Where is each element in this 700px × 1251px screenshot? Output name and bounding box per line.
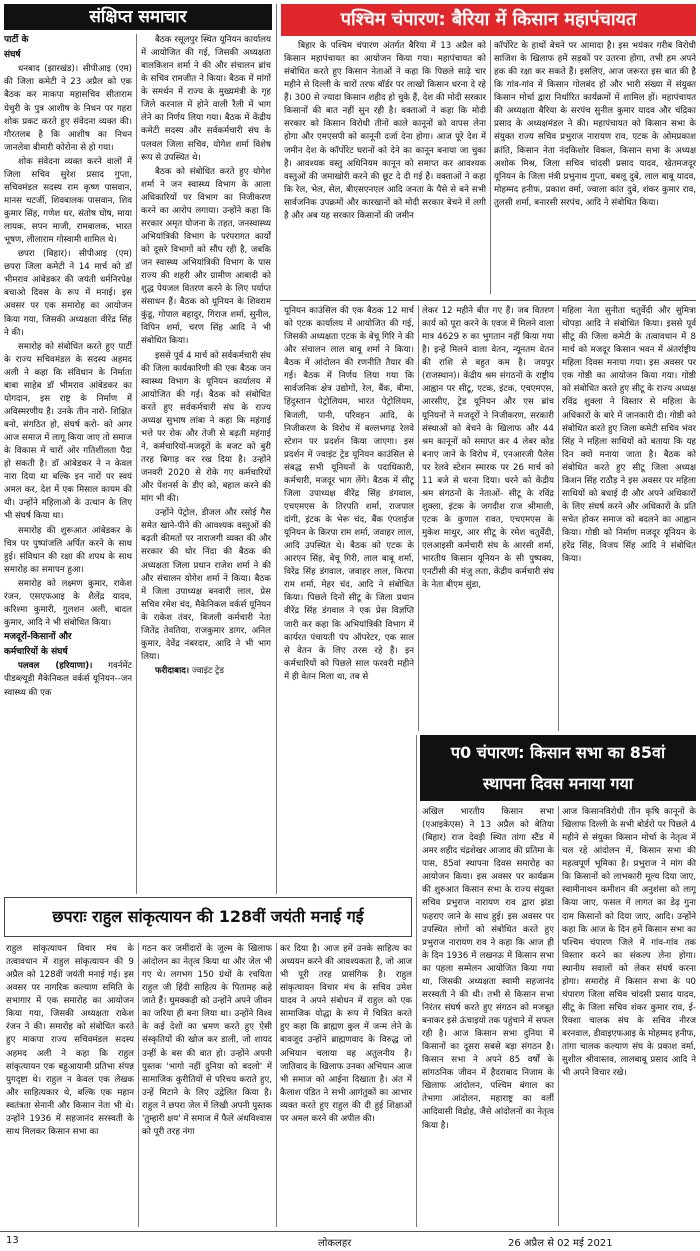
news-paragraph: इससे पूर्व 4 मार्च को सर्वकर्मचारी संघ की जिला कार्यकारिणी की एक बैठक जन स्वास्थ्य विभाग के यूनियन कार्यालय में आयोजित की गई। बैठक को संबोधित करते हुए सर्वकर्मचारी संघ के राज्य अध्यक्ष सुभाष लांबा ने कहा कि महंगाई भत्ते पर रोक और तेजी से बढ़ती महंगाई ने, कर्मचारियों-मजदूरों के बजट को बुरी तरह बिगाड़ कर रख दिया है। उन्होंने जनवरी 2020 से रोके गए कर्मचारियों और पेंशनर्स के डीए को, बहाल करने की मांग भी की। <box>141 350 271 505</box>
left-column-title: संक्षिप्त समाचार <box>4 4 272 30</box>
section-divider <box>280 300 696 301</box>
publication-name: लोकलहर <box>318 1238 352 1249</box>
news-paragraph: आज किसानविरोधी तीन कृषि कानूनों के खिलाफ दिल्ली के सभी बोर्डरों पर पिछले 4 महीने से संयुक्त किसान मोर्चा के नेतृत्व में चल रहे आंदोलन में, किसान सभा की महत्वपूर्ण भूमिका है। प्रभुराज ने मांग की कि किसानों को लाभकारी मूल्य दिया जाए, स्वामीनाथन कमीशन की अनुशंसा को लागू किया जाए, फसल में लागत का डेढ़ गुना दाम किसानों को दिया जाए, आदि। उन्होंने कहा कि आज के दिन हमें किसान सभा का पश्चिम चंपारण जिले में गांव-गांव तक विस्तार करने का संकल्प लेना होगा। स्थानीय सवालों को लेकर संघर्ष करना होगा। समारोह में किसान सभा के प0 चंपारण जिला सचिव चांदसी प्रसाद यादव, सीटू के जिला सचिव शंकर कुमार राव, ई-रिक्शा चालक संघ के सचिव नीरज बरनवाल, डीवाइएफआइ के मोहम्मद हनीफ, तांगा चालक कल्याण संघ के प्रकाश वर्मा, सुशील श्रीवास्तव, लालबाबू प्रसाद आदि ने भी अपने विचार रखे। <box>562 807 696 1079</box>
middle-col-1 <box>284 305 414 731</box>
news-paragraph: बैठक को संबोधित करते हुए योगेश शर्मा ने जन स्वास्थ्य विभाग के आला अधिकारियों पर विभाग का निजीकरण करने का आरोप लगाया। उन्होंने कहा कि सरकार अमृत योजना के तहत, जनस्वास्थ्य अभियांत्रिकी विभाग के परंपरागत कार्यों को दूसरे विभागों को सौंप रही है, जबकि जन स्वास्थ्य अभियांत्रिकी विभाग के पास राज्य की शहरी और ग्रामीण आबादी को शुद्ध पेयजल वितरण करने के लिए पर्याप्त संसाधन हैं। बैठक को यूनियन के शिवराम कुंडू, गोपाल बहादुर, गिराज शर्मा, सुनील, विपिन शर्मा, चरण सिंह आदि ने भी संबोधित किया। <box>141 166 271 347</box>
news-paragraph: राहुल सांकृत्यायन विचार मंच के तत्वावधान में राहुल सांकृत्यायन की 9 अप्रैल को 128वीं जयंती मनाई गई। इस अवसर पर नागरिक कल्याण समिति के सभागार में एक समारोह का आयोजन किया गया, जिसकी अध्यक्षता राकेश रंजन ने की। समारोह को संबोधित करते हुए माकपा राज्य सचिवमंडल सदस्य अहमद अली ने कहा कि राहुल सांकृत्यायन एक बहुआयामी प्रतिभा संपन्न युगदृष्टा थे। राहुल न केवल एक लेखक और साहित्यकार थे, बल्कि एक महान स्वतंत्रता सेनानी और किसान नेता भी थे। उन्होंने 1936 में सहजानंद सरस्वती के साथ मिलकर किसान सभा का <box>6 944 134 1137</box>
middle-col-3 <box>562 305 696 731</box>
column-divider <box>138 943 139 1227</box>
column-divider <box>276 4 277 894</box>
news-paragraph: बैठक रसूलपुर स्थित यूनियन कार्यालय में आयोजित की गई, जिसकी अध्यक्षता बालकिशन शर्मा ने की और संचालन ब्रांच के सचिव रामजीत ने किया। बैठक में मांगों के समर्थन में राज्य के मुख्यमंत्री के गृह जिले करनाल में होने वाली रैली में भाग लेने का निर्णय लिया गया। बैठक में केंद्रीय कमेटी सदस्य और सर्वकर्मचारी संघ के पलवल जिला सचिव, योगेश शर्मा विशेष रूप से उपस्थित थे। <box>141 35 271 163</box>
page-number: 13 <box>6 1235 19 1246</box>
bottom-story-headline: छपराः राहुल सांकृत्यायन की 128वीं जयंती मनाई गई <box>4 897 412 937</box>
column-divider <box>416 735 417 1227</box>
second-news-column <box>141 34 271 892</box>
column-divider <box>558 305 559 731</box>
news-paragraph: महिला नेता सुनीता चतुर्वेदी और सुमित्रा चोपड़ा आदि ने संबोधित किया। इससे पूर्व सीटू की जिला कमेटी के तत्वावधान में 8 मार्च को मजदूर किसान भवन में अंतर्राष्ट्रीय महिला दिवस मनाया गया। इस अवसर पर एक गोष्ठी का आयोजन किया गया। गोष्ठी को संबोधित करते हुए सीटू के राज्य अध्यक्ष रविंद्र शुक्ला ने विस्तार से महिला के अधिकारों के बारे में जानकारी दी। गोष्ठी को संबोधित करते हुए जिला कमेटी सचिव भंवर सिंह ने महिला साथियों को बताया कि यह दिन क्यों मनाया जाता है। बैठक को संबोधित करते हुए सीटू जिला अध्यक्ष किशन सिंह राठौड़ ने इस अवसर पर महिला साथियों को बधाई दी और अपने अधिकारों के लिए संघर्ष करने और अधिकारों के प्रति सचेत होकर समाज को बदलने का आह्वान किया। गोष्ठी को निर्माण मजदूर यूनियन के हरेंद्र सिंह, विजय सिंह आदि ने संबोधित किया। <box>562 306 696 565</box>
bottom-story-col-2 <box>142 943 272 1227</box>
page-footer <box>0 1233 700 1251</box>
news-paragraph: समारोह की शुरूआत आंबेडकर के चित्र पर पुष्पांजलि अर्पित करने के साथ हुई। संविधान की रक्षा की शपथ के साथ समारोह का समापन हुआ। <box>4 525 132 575</box>
headline-line: स्थापना दिवस मनाया गया <box>483 774 633 793</box>
kisan-story-col-1 <box>422 806 554 1226</box>
news-paragraph: उन्होंने पेट्रोल, डीजल और रसोई गैस समेत खाने-पीने की आवश्यक वस्तुओं की बढ़ती कीमतों पर नाराजगी व्यक्त की और सरकार की घोर निंदा की बैठक की अध्यक्षता जिला प्रधान राजेश शर्मा ने की और संचालन योगेश शर्मा ने किया। बैठक में जिला उपाध्यक्ष बनवारी लाल, प्रेस सचिव रमेश चंद, मैकेनिकल वर्कर्स यूनियन के राकेश तंवर, बिजली कर्मचारी नेता जितेंद्र तेवतिया, राजकुमार डागर, अनिल कुमार, देवेंद्र नंबरदार, आदि ने भी भाग लिया। <box>141 508 271 662</box>
middle-col-2 <box>422 305 554 731</box>
section-heading: संघर्ष <box>4 49 21 60</box>
news-paragraph: बिहार के पश्चिम चंपारण अंतर्गत बैरिया में 13 अप्रैल को किसान महापंचायत का आयोजन किया गया। महापंचायत को संबोधित करते हुए किसान नेताओं ने कहा कि पिछले साढ़े चार महीने से दिल्ली के चारों तरफ बॉर्डर पर लाखों किसान धरना दे रहे हैं। 300 से ज्यादा किसान शहीद हो चुके हैं, देश की मोदी सरकार किसानों की बात नहीं सुन रही है। वक्ताओं ने कहा कि मोदी सरकार को किसान विरोधी तीनों काले कानूनों को वापस लेना होगा और एमएसपी को कानूनी दर्जा देना होगा। आज पूरे देश में जमीन देश के कॉर्पोरेट घरानों को देने का कानून बनाया जा चुका है। आवश्यक वस्तु अधिनियम कानून को समाप्त कर आवश्यक वस्तुओं की जमाखोरी करने की छूट दे दी गई है। वक्ताओं ने कहा कि रेल, भेल, सेल, बीएसएनएल आदि जनता के पैसे से बने सभी सार्वजनिक उपक्रमों और कारखानों को मोदी सरकार बेचने में लगी है और अब यह सरकार किसानों की जमीन <box>284 41 486 221</box>
news-paragraph: शोक संवेदना व्यक्त करने वालों में जिला सचिव सुरेश प्रसाद गुप्ता, सचिवमंडल सदस्य राम कृष्ण पासवान, मानस चटर्जी, शिवबालक पासवान, शिव कुमार सिंह, गणेश धर, संतोष घोष, माया लायक, सपन माजी, रामबालक, भारत भूषण, लीलाराम गोस्वामी शामिल थे। <box>4 156 132 246</box>
issue-date: 26 अप्रैल से 02 मई 2021 <box>508 1238 613 1249</box>
top-story-headline: पश्चिम चंपारण: बैरिया में किसान महापंचायत <box>281 4 696 36</box>
news-paragraph: कॉर्पोरेट के हाथों बेचने पर आमादा है। इस भयंकर गरीब विरोधी साजिश के खिलाफ हमें सड़कों पर उतरना होगा, तभी हम अपने हक की रक्षा कर सकते हैं। इसलिए, आज जरूरत इस बात की है कि गांव-गांव में किसान गोलबंद हों और भारी संख्या में संयुक्त किसान मोर्चा द्वारा निर्धारित कार्यक्रमों में शामिल हों। महापंचायत की अध्यक्षता बैरिया के सरपंच सुनील कुमार यादव और चंद्रिका प्रसाद के अध्यक्षमंडल ने की। महापंचायत को किसान सभा के संयुक्त राज्य सचिव प्रभुराज नारायण राव, एटक के ओमप्रकाश क्रांति, किसान नेता नंदकिशोर विकल, किसान सभा के अध्यक्ष अशोक मिश्र, जिला सचिव चांदसी प्रसाद यादव, खेतमजदूर यूनियन के जिला मंत्री प्रभुनाथ गुप्ता, बबलू दुबे, लाल बाबू यादव, मोहम्मद हनीफ, प्रकाश वर्मा, ज्वाला कांत दुबे, शंकर कुमार राव, तुलसी शर्मा, बनारसी सरपंच, आदि ने संबोधित किया। <box>494 41 696 208</box>
headline-line: प0 चंपारण: किसान सभा का 85वां <box>450 743 666 762</box>
news-paragraph: समारोह को लक्ष्मण कुमार, राकेश रंजन, एसएफआइ के शैलेंद्र यादव, करिश्मा कुमारी, गुलशन अली, बादल कुमार, आदि ने भी संबोधित किया। <box>4 578 132 628</box>
bottom-story-col-3 <box>280 943 412 1227</box>
dateline: पलवल (हरियाणा)। <box>18 661 93 672</box>
news-paragraph: ज्वाइंट ट्रेड <box>191 666 224 676</box>
news-paragraph: गठन कर जमींदारों के जुल्म के खिलाफ आंदोलन का नेतृत्व किया था और जेल भी गए थे। लगभग 150 ग्रंथों के रचयिता राहुल जी हिंदी साहित्य के पितामह कहे जाते हैं। घुमक्कड़ी को उन्होंने अपने जीवन का जरिया ही बना लिया था। उन्होंने विश्व के कई देशों का भ्रमण करते हुए ऐसी संस्कृतियों की खोज कर डाली, जो शायद उन्हीं के बस की बात हो। उन्होंने अपनी पुस्तक 'भागो नहीं दुनिया को बदलो' में सामाजिक कुरीतियों से परिचय कराते हुए, उन्हें मिटाने के लिए उद्वेलित किया है। राहुल ने छपरा जेल में लिखी अपनी पुस्तक 'तुम्हारी क्षय' में समाज में फैले अंधविश्वास को पूरी तरह नंगा <box>142 944 272 1137</box>
news-paragraph: धनबाद (झारखंड)। सीपीआइ (एम) की जिला कमेटी ने 23 अप्रैल को एक बैठक कर माकपा महासचिव सीताराम येचुरी के पुत्र आशीष के निधन पर गहरा शोक प्रकट करते हुए संवेदना व्यक्त की। गौरतलब है कि आशीष का निधन जानलेवा बीमारी कोरोना से हो गया। <box>4 64 132 153</box>
column-divider <box>558 806 559 1226</box>
top-story-col-2 <box>494 40 696 294</box>
section-heading: पार्टी के <box>4 35 29 45</box>
top-story-col-1 <box>284 40 486 294</box>
section-heading: मजदूरों-किसानों और <box>4 632 72 643</box>
kisan-story-headline <box>420 735 696 801</box>
kisan-story-col-2 <box>562 806 696 1226</box>
column-divider <box>276 943 277 1227</box>
news-paragraph: गवर्नमेंट पीडब्ल्यूडी मैकेनिकल वर्कर्स यूनियन--जन स्वास्थ्य की एक <box>4 661 132 698</box>
news-paragraph: समारोह को संबोधित करते हुए पार्टी के राज्य सचिवमंडल के सदस्य अहमद अली ने कहा कि संविधान के निर्माता बाबा साहेब डॉ भीमराव आंबेडकर का योगदान, इस राष्ट्र के निर्माण में अविस्मरणीय है। उनके तीन नारों- शिक्षित बनो, संगठित हो, संघर्ष करो- को अगर आज समाज में लागू किया जाए तो समाज के विकास में चारों ओर गतिशीलता पैदा हो सकती है। डॉ आंबेडकर ने न केवल नारा दिया था बल्कि इन नारों पर स्वयं अमल कर, देश में एक मिसाल कायम की थी। उन्होंने महिलाओं के उत्थान के लिए भी संघर्ष किया था। <box>4 341 132 522</box>
footer-divider <box>0 1231 700 1232</box>
news-paragraph: अखिल भारतीय किसान सभा (एआइकेएस) ने 13 अप्रैल को बेतिया (बिहार) राज देवड़ी स्थित तांगा स्टैंड में अमर शहीद चंद्रशेखर आजाद की प्रतिमा के पास, 85वां स्थापना दिवस समारोह का आयोजन किया। इस अवसर पर कार्यक्रम की शुरुआत किसान सभा के राज्य संयुक्त सचिव प्रभुराज नारायण राव द्वारा झंडा फहराए जाने के साथ हुई। इस अवसर पर उपस्थित लोगों को संबोधित करते हुए प्रभुराज नारायण राव ने कहा कि आज ही के दिन 1936 में लखनऊ में किसान सभा का पहला सम्मेलन आयोजित किया गया था, जिसकी अध्यक्षता स्वामी सहजानंद सरस्वती ने की थी। तभी से किसान सभा निरंतर संघर्ष करते हुए संगठन को मजबूत बनाकर इसे ऊंचाइयों तक पहुंचाने में सफल रही है। आज किसान सभा दुनिया में किसानों का दूसरा सबसे बड़ा संगठन है। किसान सभा ने अपने 85 वर्षों के सांगठनिक जीवन में हैदराबाद निजाम के खिलाफ आंदोलन, पश्चिम बंगाल का तेभागा आंदोलन, महाराष्ट्र का वर्ली आदिवासी विद्रोह, जैसे आंदोलनों का नेतृत्व किया है। <box>422 807 554 1131</box>
column-divider <box>490 40 491 294</box>
column-divider <box>418 305 419 731</box>
section-heading: कर्मचारियों के संघर्ष <box>4 646 68 657</box>
news-paragraph: यूनियन काउंसिल की एक बैठक 12 मार्च को एटक कार्यालय में आयोजित की गई, जिसकी अध्यक्षता एटक के बेचू गिरि ने की और संचालन लाल बाबू शर्मा ने किया। बैठक में आंदोलन की रणनीति तैयार की गई। बैठक में निर्णय लिया गया कि सार्वजनिक क्षेत्र उद्योगों, रेल, बैंक, बीमा, हिंदुस्तान पेट्रोलियम, भारत पेट्रोलियम, बिजली, पानी, परिवहन आदि, के निजीकरण के विरोध में बल्लभगढ़ रेलवे स्टेशन पर प्रदर्शन किया जाएगा। इस प्रदर्शन में ज्वाइंट ट्रेड यूनियन काउंसिल से संबद्ध सभी यूनियनों के पदाधिकारी, कर्मचारी, मजदूर भाग लेंगे। बैठक में सीटू जिला उपाध्यक्ष वीरेंद्र सिंह डंगवाल, एचएमएस के तिरपति शर्मा, राजपाल दांगी, इंटक के भेरू चंद, बैंक एंप्लाईज यूनियन के किरपा राम शर्मा, जवाहर लाल, आदि उपस्थित थे। बैठक को एटक के आरएन सिंह, बेचू गिरी, लाल बाबू शर्मा, विरेंद्र सिंह डंगवाल, जवाहर लाल, किरपा राम शर्मा, मेहर चंद, आदि ने संबोधित किया। पिछले दिनों सीटू के जिला प्रधान वीरेंद्र सिंह डंगवाल ने एक प्रेस विज्ञप्ति जारी कर कहा कि अभियांत्रिकी विभाग में कार्यरत पंचायती पंप ऑपरेटर, एक साल से वेतन के लिए तरस रहे हैं। इन कर्मचारियों को पिछले साल फरवरी महीने में ही वेतन मिला था, तब से <box>284 306 414 682</box>
dateline: फरीदाबाद। <box>155 666 190 676</box>
news-paragraph: कर दिया है। आज हमें उनके साहित्य का अध्ययन करने की आवश्यकता है, जो आज भी पूरी तरह प्रासंगिक है। राहुल सांकृत्यायन विचार मंच के सचिव उमेश यादव ने अपने संबोधन में राहुल को एक सामाजिक योद्धा के रूप में चित्रित करते हुए कहा कि ब्राह्मण कुल में जन्म लेने के बावजूद उन्होंने ब्राह्मणवाद के विरुद्ध जो अभियान चलाया वह अतुलनीय है। जातिवाद के खिलाफ उनका अभियान आज भी समाज को आईना दिखाता है। अंत में कैलाश पंडित ने सभी आगंतुकों का आभार व्यक्त करते हुए राहुल की दी हुई शिक्षाओं पर अमल करने की अपील की। <box>280 944 412 1124</box>
news-paragraph: लेकर 12 महीने बीत गए हैं। जब वितरण कार्य को पूरा करने के एवज में मिलने वाला मात्र 4629 रु का भुगतान नहीं किया गया है। इन्हें मिलने वाला वेतन, न्यूनतम वेतन की राशि से बहुत कम है। जयपुर (राजस्थान)। केंद्रीय श्रम संगठनों के राष्ट्रीय आह्वान पर सीटू, एटक, इंटक, एचएमएस, आरसीए, ट्रेड यूनियन और एस ब्रांच यूनियनों ने मजदूरों ने निजीकरण, सरकारी संस्थाओं को बेचने के खिलाफ और 44 श्रम कानूनों को समाप्त कर 4 लेबर कोड बनाए जाने के विरोध में, एनआरजी पैलेस पर रेलवे स्टेशन स्मारक पर 26 मार्च को 11 बजे से धरना दिया। धरने को केंद्रीय श्रम संगठनों के नेताओं- सीटू के रविंद्र शुक्ला, इंटक के जगदीश राज श्रीमाली, एटक के कुणाल रावत, एचएमएस के मुकेश माथुर, आर सीटू के रमेश चतुर्वेदी, एलआइसी कर्मचारी संघ के आरसी शर्मा, भारतीय किसान यूनियन के सी पुष्पक्य, एनटीसी की मंजु लता, केंद्रीय कर्मचारी संघ के नेता बीएम सुंडा, <box>422 306 554 591</box>
news-paragraph: छपरा (बिहार)। सीपीआइ (एम) छपरा जिला कमेटी ने 14 मार्च को डॉ भीमराव आंबेडकर की जयंती धर्मनिरपेक्ष बचाओ दिवस के रूप में मनाई। इस अवसर पर एक समारोह का आयोजन किया गया, जिसकी अध्यक्षता वीरेंद्र सिंह ने की। <box>4 249 132 338</box>
bottom-story-col-1 <box>6 943 134 1227</box>
column-divider <box>136 34 137 894</box>
